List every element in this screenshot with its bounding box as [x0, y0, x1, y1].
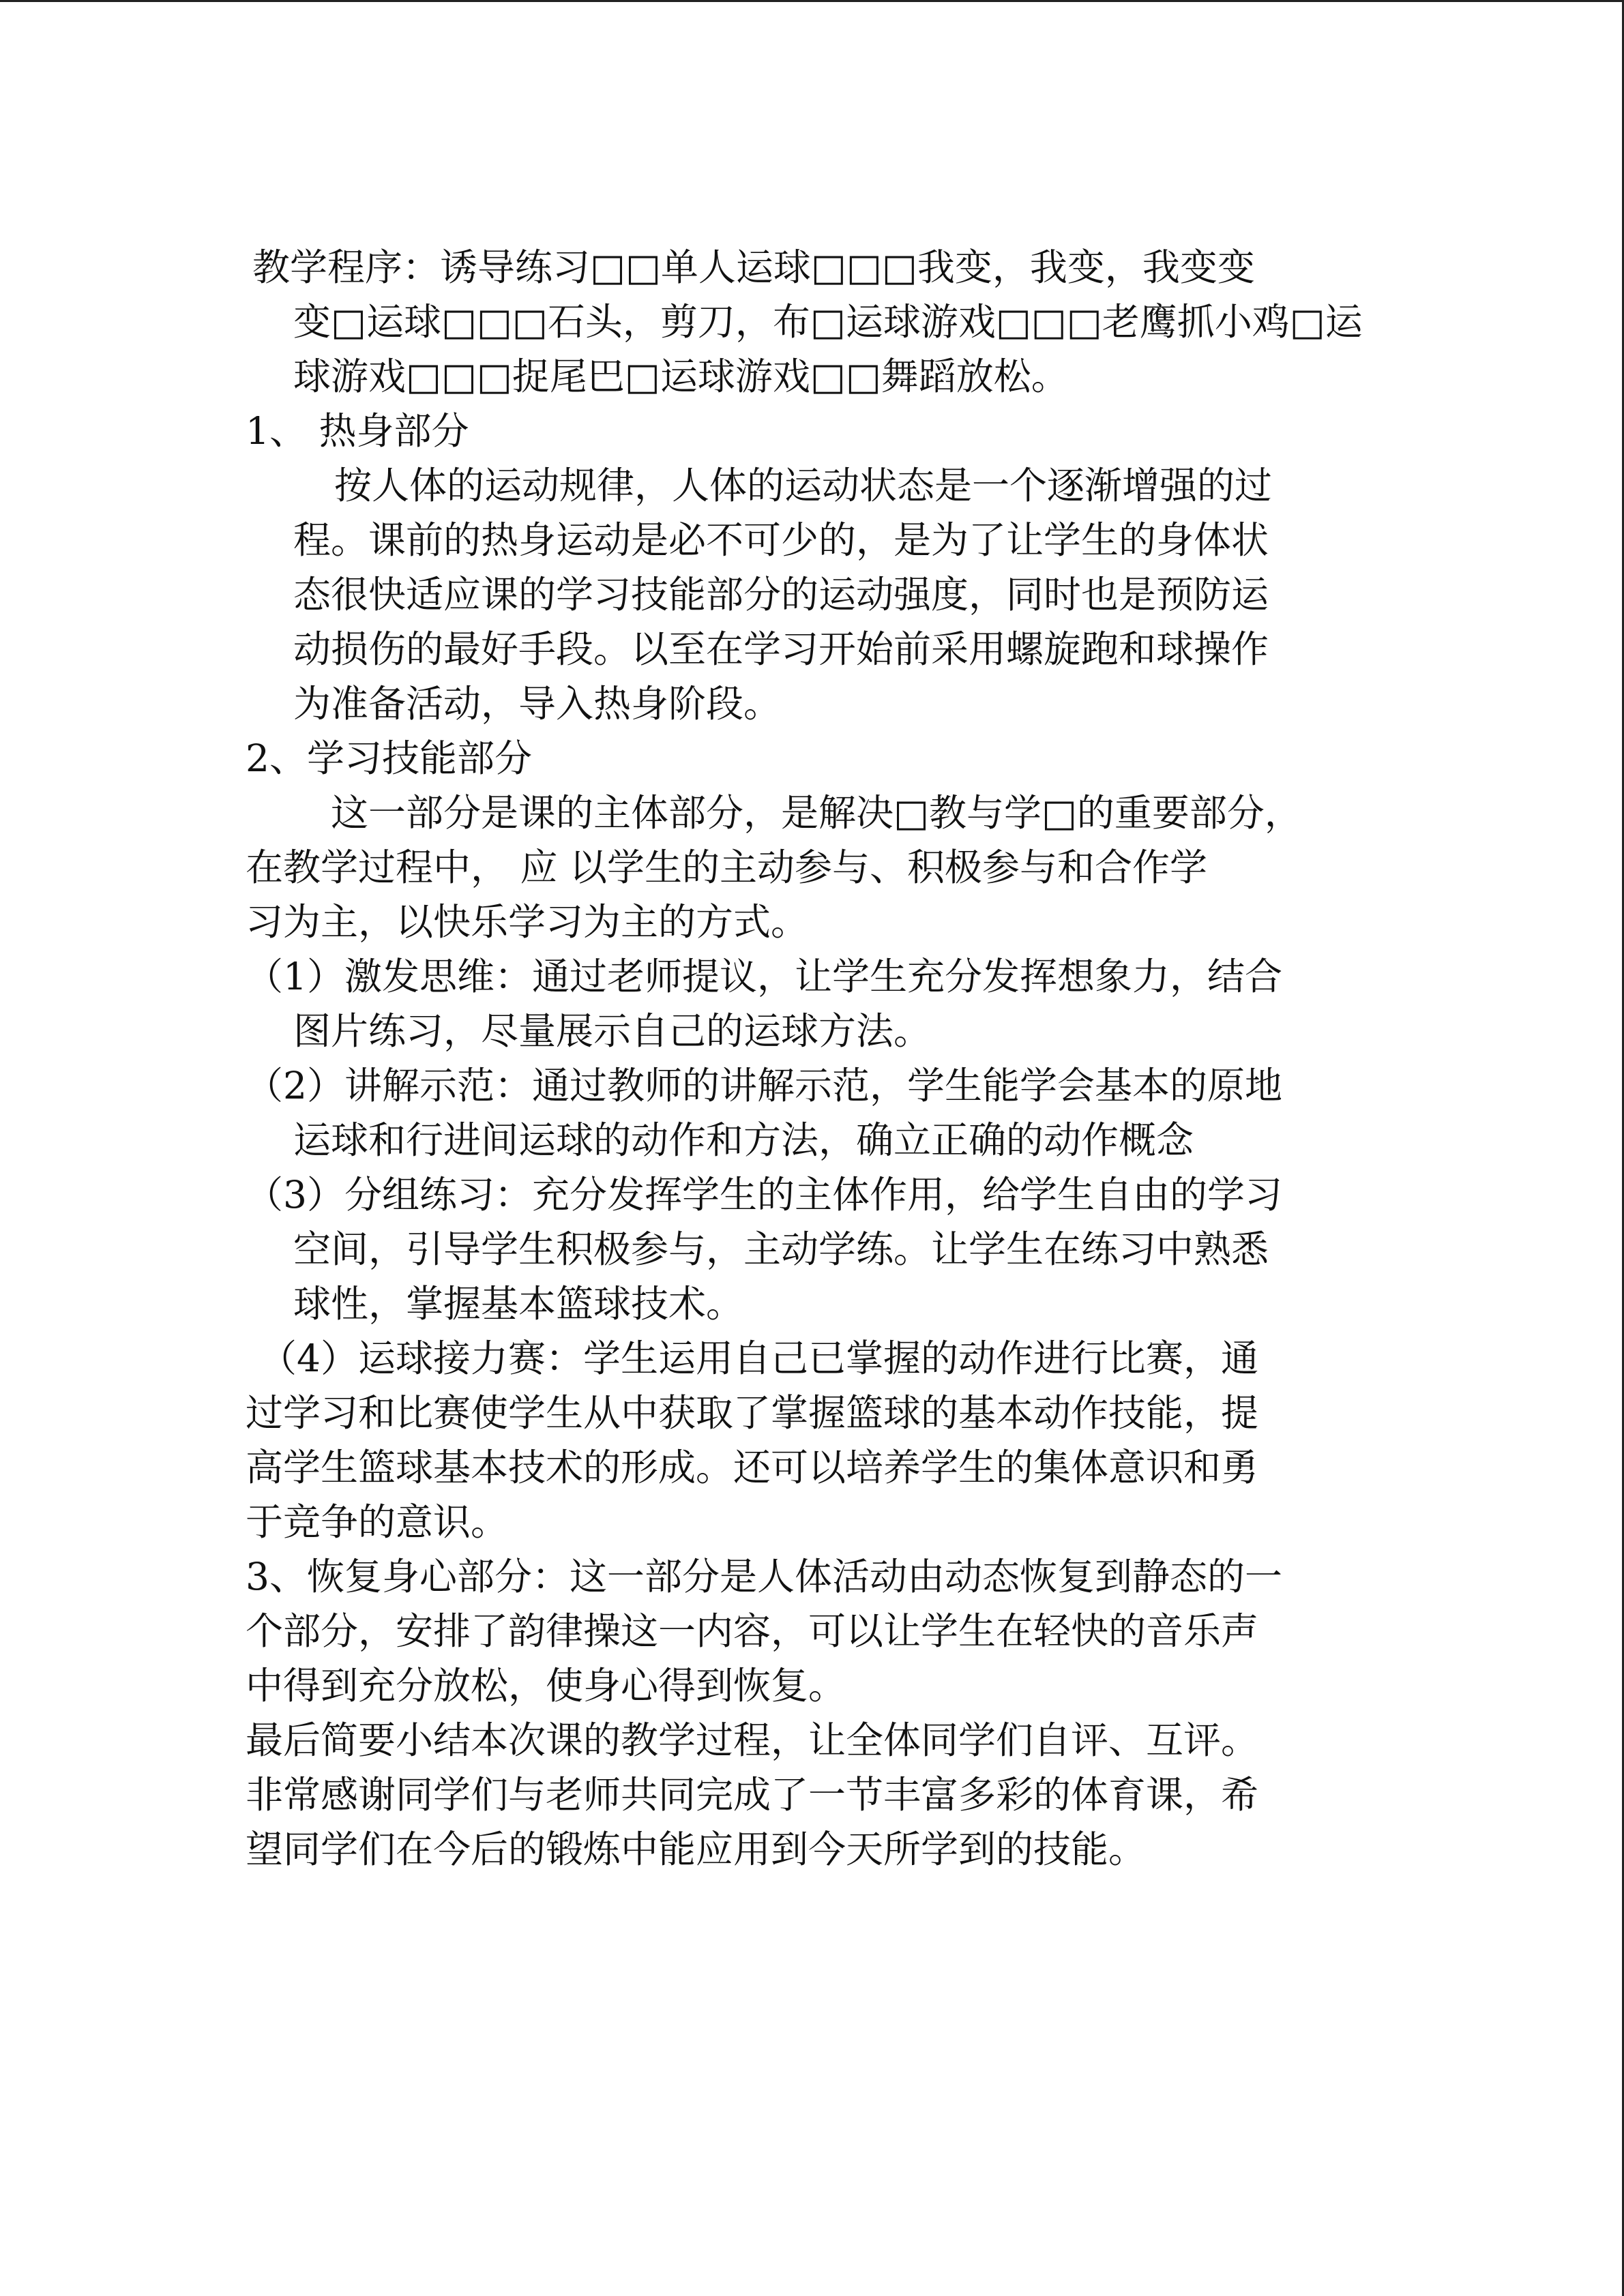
text-line: 高学生篮球基本技术的形成。还可以培养学生的集体意识和勇	[246, 1446, 1259, 1489]
text-line: 动损伤的最好手段。以至在学习开始前采用螺旋跑和球操作	[293, 627, 1269, 671]
text-line: 按人体的运动规律，人体的运动状态是一个逐渐增强的过	[334, 464, 1273, 507]
text-line: 态很快适应课的学习技能部分的运动强度，同时也是预防运	[293, 573, 1269, 616]
text-line: 望同学们在今后的锻炼中能应用到今天所学到的技能。	[246, 1828, 1147, 1871]
text-line: 过学习和比赛使学生从中获取了掌握篮球的基本动作技能，提	[246, 1391, 1259, 1435]
text-line: 图片练习，尽量展示自己的运球方法。	[293, 1009, 932, 1053]
text-line: 球性，掌握基本篮球技术。	[293, 1282, 744, 1326]
list-item-1: （1）激发思维：通过老师提议，让学生充分发挥想象力，结合	[246, 955, 1282, 998]
summary-line: 最后简要小结本次课的教学过程，让全体同学们自评、互评。	[246, 1718, 1259, 1762]
list-item-2: （2）讲解示范：通过教师的讲解示范，学生能学会基本的原地	[246, 1064, 1282, 1107]
text-line: 教学程序：诱导练习□□单人运球□□□我变，我变，我变变	[252, 245, 1255, 289]
text-line: 这一部分是课的主体部分，是解决□教与学□的重要部分，	[331, 791, 1302, 835]
text-line: 球游戏□□□捉尾巴□运球游戏□□舞蹈放松。	[293, 355, 1069, 398]
text-line: 空间，引导学生积极参与，主动学练。让学生在练习中熟悉	[293, 1227, 1269, 1271]
list-item-3: （3）分组练习：充分发挥学生的主体作用，给学生自由的学习	[246, 1173, 1282, 1217]
text-line: 中得到充分放松，使身心得到恢复。	[246, 1664, 846, 1708]
text-line: 于竞争的意识。	[246, 1500, 509, 1544]
text-line: 在教学过程中， 应 以学生的主动参与、积极参与和合作学	[246, 846, 1207, 889]
text-line: 为准备活动，导入热身阶段。	[293, 682, 782, 726]
section-heading-recovery: 3、恢复身心部分：这一部分是人体活动由动态恢复到静态的一	[246, 1555, 1282, 1598]
list-item-4: （4）运球接力赛：学生运用自己已掌握的动作进行比赛，通	[259, 1337, 1258, 1380]
section-heading-warmup: 1、 热身部分	[246, 409, 469, 453]
text-line: 个部分，安排了韵律操这一内容，可以让学生在轻快的音乐声	[246, 1609, 1259, 1653]
text-line: 习为主，以快乐学习为主的方式。	[246, 900, 809, 944]
page-top-border	[0, 0, 1624, 2]
section-heading-skills: 2、学习技能部分	[246, 736, 532, 780]
text-line: 程。课前的热身运动是必不可少的，是为了让学生的身体状	[293, 518, 1269, 562]
text-line: 变□运球□□□石头，剪刀，布□运球游戏□□□老鹰抓小鸡□运	[293, 300, 1363, 344]
text-line: 非常感谢同学们与老师共同完成了一节丰富多彩的体育课，希	[246, 1773, 1259, 1817]
text-line: 运球和行进间运球的动作和方法，确立正确的动作概念	[293, 1118, 1194, 1162]
